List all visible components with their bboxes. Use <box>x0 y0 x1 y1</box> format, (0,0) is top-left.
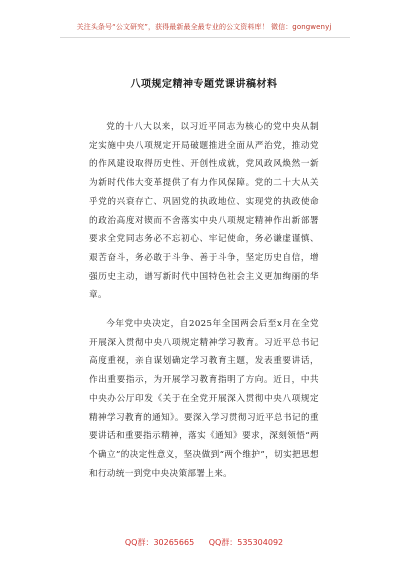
footer-contact <box>0 537 408 548</box>
body-paragraph: 党的十八大以来，以习近平同志为核心的党中央从制定实施中央八项规定开局破题推进全面从严治党，推动党的作风建设取得历史性、开创性成就，党风政风焕然一新为新时代伟大变革提供了有力作风保障。党的二十大从关乎党的兴衰存亡、巩固党的执政地位、实现党的执政使命的政治高度对锲而不舍落实中央八项规定精神作出新部署要求全党同志务必不忘初心、牢记使命，务必谦虚谨慎、艰苦奋斗，务必敢于斗争、善于斗争，坚定历史自信，增强历史主动，谱写新时代中国特色社会主义更加绚丽的华章。 <box>89 122 319 301</box>
body-paragraph: 今年党中央决定，自2025年全国两会后至x月在全党开展深入贯彻中央八项规定精神学习教育。习近平总书记高度重视，亲自谋划确定学习教育主题，发表重要讲话，作出重要指示，为开展学习教育指明了方向。近日，中共中央办公厅印发《关于在全党开展深入贯彻中央八项规定精神学习教育的通知》。要深入学习贯彻习近平总书记的重要讲话和重要指示精神，落实《通知》要求，深刻领悟“两个确立”的决定性意义，坚决做到“两个维护”，切实把思想和行动统一到党中央决策部署上来。 <box>89 319 319 479</box>
header-divider <box>60 37 350 38</box>
qq-group-2: QQ群：535304092 <box>208 538 284 547</box>
document-title: 八项规定精神专题党课讲稿材料 <box>130 79 278 90</box>
header-banner: 关注头条号“公文研究”，获得最新最全最专业的公文资料库！ 微信：gongwenyj <box>76 23 332 31</box>
document-body <box>89 118 319 493</box>
qq-group-1: QQ群：30265665 <box>124 538 195 547</box>
